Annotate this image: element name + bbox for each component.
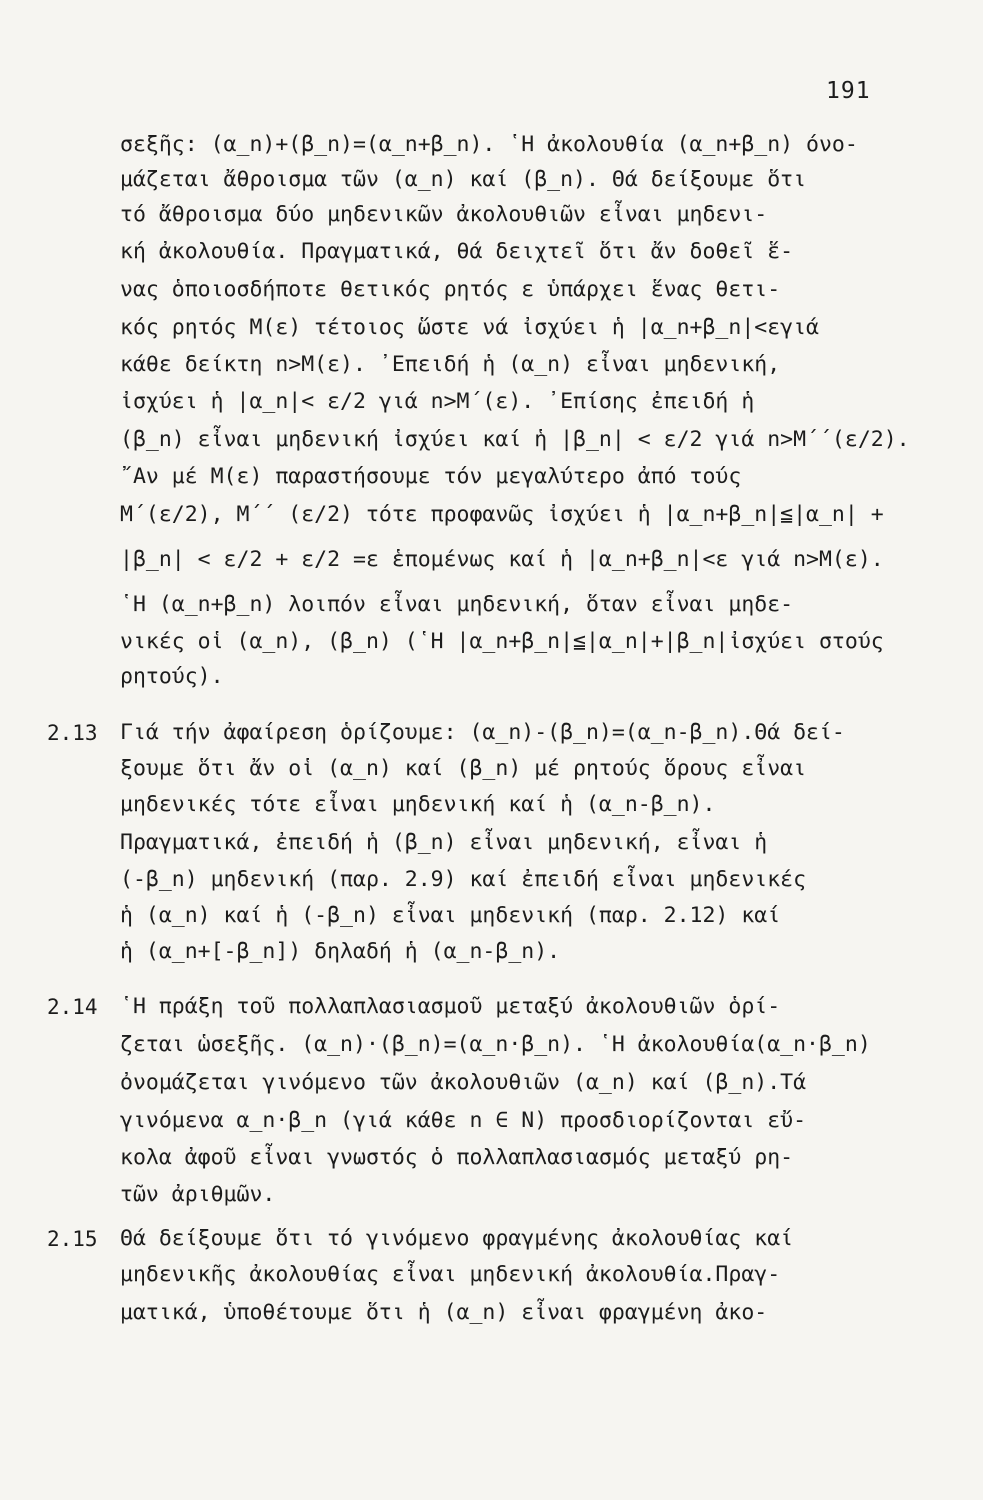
text-line: κολα ἀφοῦ εἶναι γνωστός ὁ πολλαπλασιασμός μεταξύ ρη- bbox=[120, 1145, 794, 1170]
text-line: Γιά τήν ἀφαίρεση ὁρίζουμε: (α_n)-(β_n)=(α_n-β_n).Θά δεί- bbox=[120, 720, 845, 745]
text-line: κή ἀκολουθία. Πραγματικά, θά δειχτεῖ ὅτι ἄν δοθεῖ ἕ- bbox=[120, 239, 794, 264]
text-line: (β_n) εἶναι μηδενική ἰσχύει καί ἡ |β_n| < ε/2 γιά n>M΄΄(ε/2). bbox=[120, 427, 910, 452]
text-line: τῶν ἀριθμῶν. bbox=[120, 1182, 276, 1207]
text-line: (-β_n) μηδενική (παρ. 2.9) καί ἐπειδή εἶναι μηδενικές bbox=[120, 867, 807, 892]
text-line: μάζεται ἄθροισμα τῶν (α_n) καί (β_n). Θά δείξουμε ὅτι bbox=[120, 167, 807, 192]
text-line: ρητούς). bbox=[120, 664, 224, 689]
text-line: Μ΄(ε/2), Μ΄΄ (ε/2) τότε προφανῶς ἰσχύει ἡ |α_n+β_n|≦|α_n| + bbox=[120, 502, 884, 527]
page-number: 191 bbox=[826, 78, 871, 104]
text-line: ὀνομάζεται γινόμενο τῶν ἀκολουθιῶν (α_n) καί (β_n).Τά bbox=[120, 1070, 807, 1095]
text-line: Θά δείξουμε ὅτι τό γινόμενο φραγμένης ἀκολουθίας καί bbox=[120, 1226, 794, 1251]
text-line: ζεται ὡσεξῆς. (α_n)·(β_n)=(α_n·β_n). ῾Η ἀκολουθία(α_n·β_n) bbox=[120, 1032, 871, 1057]
text-line: μηδενικῆς ἀκολουθίας εἶναι μηδενική ἀκολουθία.Πραγ- bbox=[120, 1262, 781, 1287]
text-line: ῾Η πράξη τοῦ πολλαπλασιασμοῦ μεταξύ ἀκολουθιῶν ὁρί- bbox=[120, 994, 781, 1019]
text-line: ῾Η (α_n+β_n) λοιπόν εἶναι μηδενική, ὅταν εἶναι μηδε- bbox=[120, 592, 794, 617]
section-number-2-15: 2.15 bbox=[47, 1227, 98, 1251]
text-line: ξουμε ὅτι ἄν οἱ (α_n) καί (β_n) μέ ρητούς ὅρους εἶναι bbox=[120, 756, 807, 781]
text-line: τό ἄθροισμα δύο μηδενικῶν ἀκολουθιῶν εἶναι μηδενι- bbox=[120, 202, 768, 227]
text-line: ἡ (α_n) καί ἡ (-β_n) εἶναι μηδενική (παρ. 2.12) καί bbox=[120, 903, 781, 928]
text-line: νας ὁποιοσδήποτε θετικός ρητός ε ὑπάρχει ἕνας θετι- bbox=[120, 277, 781, 302]
text-line: σεξῆς: (α_n)+(β_n)=(α_n+β_n). ῾Η ἀκολουθία (α_n+β_n) όνο- bbox=[120, 132, 858, 157]
text-line: |β_n| < ε/2 + ε/2 =ε ἑπομένως καί ἡ |α_n+β_n|<ε γιά n>M(ε). bbox=[120, 547, 884, 572]
text-line: κάθε δείκτη n>M(ε). ᾿Επειδή ἡ (α_n) εἶναι μηδενική, bbox=[120, 352, 781, 377]
section-number-2-14: 2.14 bbox=[47, 995, 98, 1019]
section-number-2-13: 2.13 bbox=[47, 721, 98, 745]
text-line: κός ρητός Μ(ε) τέτοιος ὥστε νά ἰσχύει ἡ |α_n+β_n|<εγιά bbox=[120, 315, 819, 340]
text-line: Πραγματικά, ἐπειδή ἡ (β_n) εἶναι μηδενική, εἶναι ἡ bbox=[120, 830, 768, 855]
text-line: ῎Αν μέ Μ(ε) παραστήσουμε τόν μεγαλύτερο ἀπό τούς bbox=[120, 464, 742, 489]
text-line: μηδενικές τότε εἶναι μηδενική καί ἡ (α_n-β_n). bbox=[120, 792, 716, 817]
text-line: νικές οἱ (α_n), (β_n) (῾Η |α_n+β_n|≦|α_n|+|β_n|ἰσχύει στούς bbox=[120, 629, 884, 654]
text-line: ματικά, ὑποθέτουμε ὅτι ἡ (α_n) εἶναι φραγμένη ἀκο- bbox=[120, 1300, 768, 1325]
text-line: ἡ (α_n+[-β_n]) δηλαδή ἡ (α_n-β_n). bbox=[120, 939, 561, 964]
text-line: ἰσχύει ἡ |α_n|< ε/2 γιά n>M΄(ε). ᾿Επίσης ἐπειδή ἡ bbox=[120, 389, 755, 414]
text-line: γινόμενα α_n·β_n (γιά κάθε n ∈ N) προσδιορίζονται εὔ- bbox=[120, 1108, 807, 1133]
